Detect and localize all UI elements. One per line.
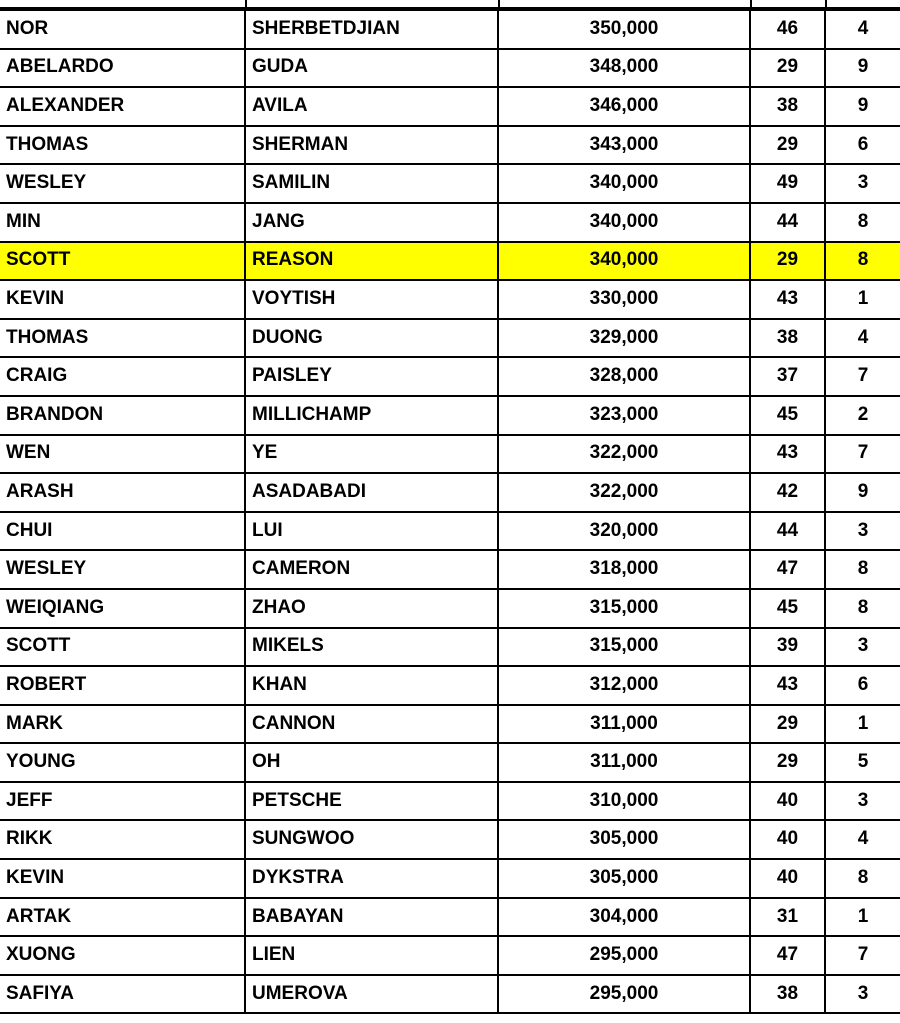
cell-value-2[interactable]: 3: [825, 975, 900, 1014]
cell-value-1[interactable]: 29: [750, 743, 825, 782]
cell-first-name[interactable]: KEVIN: [0, 280, 245, 319]
cell-last-name[interactable]: ZHAO: [245, 589, 498, 628]
cell-value-2[interactable]: 8: [825, 859, 900, 898]
cell-value-1[interactable]: 43: [750, 435, 825, 474]
cell-value-2[interactable]: 8: [825, 550, 900, 589]
cell-value-1[interactable]: 38: [750, 319, 825, 358]
cell-amount[interactable]: 340,000: [498, 164, 750, 203]
cell-value-1[interactable]: 49: [750, 164, 825, 203]
cell-amount[interactable]: 340,000: [498, 242, 750, 281]
cell-amount[interactable]: 312,000: [498, 666, 750, 705]
cell-last-name[interactable]: CAMERON: [245, 550, 498, 589]
cell-first-name[interactable]: MIN: [0, 203, 245, 242]
cell-amount[interactable]: 350,000: [498, 10, 750, 49]
cell-value-2[interactable]: 4: [825, 10, 900, 49]
cell-first-name[interactable]: YOUNG: [0, 743, 245, 782]
cell-last-name[interactable]: ASADABADI: [245, 473, 498, 512]
cell-amount[interactable]: 295,000: [498, 975, 750, 1014]
table-row[interactable]: [0, 164, 900, 203]
cell-value-1[interactable]: 46: [750, 10, 825, 49]
cell-last-name[interactable]: BABAYAN: [245, 898, 498, 937]
cell-amount[interactable]: 322,000: [498, 435, 750, 474]
cell-value-1[interactable]: 29: [750, 242, 825, 281]
cell-amount[interactable]: 320,000: [498, 512, 750, 551]
cell-first-name[interactable]: THOMAS: [0, 319, 245, 358]
cell-first-name[interactable]: SCOTT: [0, 628, 245, 667]
cell-last-name[interactable]: MIKELS: [245, 628, 498, 667]
table-row[interactable]: [0, 280, 900, 319]
cell-last-name[interactable]: SHERMAN: [245, 126, 498, 165]
table-row[interactable]: [0, 782, 900, 821]
table-row[interactable]: [0, 126, 900, 165]
column-divider-2: [498, 0, 500, 7]
table-row[interactable]: [0, 319, 900, 358]
table-row[interactable]: [0, 666, 900, 705]
cell-value-2[interactable]: 2: [825, 396, 900, 435]
cell-value-2[interactable]: 6: [825, 666, 900, 705]
cell-value-1[interactable]: 40: [750, 820, 825, 859]
cell-value-1[interactable]: 29: [750, 49, 825, 88]
cell-value-1[interactable]: 29: [750, 126, 825, 165]
cell-value-2[interactable]: 8: [825, 589, 900, 628]
cell-value-1[interactable]: 37: [750, 357, 825, 396]
cell-value-2[interactable]: 5: [825, 743, 900, 782]
cell-value-2[interactable]: 4: [825, 319, 900, 358]
cell-value-1[interactable]: 47: [750, 936, 825, 975]
cell-last-name[interactable]: KHAN: [245, 666, 498, 705]
table-row[interactable]: [0, 589, 900, 628]
cell-amount[interactable]: 343,000: [498, 126, 750, 165]
cell-amount[interactable]: 318,000: [498, 550, 750, 589]
cell-amount[interactable]: 305,000: [498, 820, 750, 859]
cell-last-name[interactable]: YE: [245, 435, 498, 474]
cell-amount[interactable]: 348,000: [498, 49, 750, 88]
table-row[interactable]: [0, 473, 900, 512]
cell-first-name[interactable]: XUONG: [0, 936, 245, 975]
cell-value-1[interactable]: 40: [750, 859, 825, 898]
cell-amount[interactable]: 304,000: [498, 898, 750, 937]
cell-value-1[interactable]: 44: [750, 512, 825, 551]
cell-value-1[interactable]: 43: [750, 280, 825, 319]
table-body: [0, 10, 900, 1013]
cell-value-1[interactable]: 38: [750, 87, 825, 126]
cell-first-name[interactable]: RIKK: [0, 820, 245, 859]
cell-value-2[interactable]: 9: [825, 473, 900, 512]
column-divider-3: [750, 0, 752, 7]
cell-last-name[interactable]: UMEROVA: [245, 975, 498, 1014]
cell-first-name[interactable]: THOMAS: [0, 126, 245, 165]
cell-value-2[interactable]: 7: [825, 936, 900, 975]
table-row[interactable]: [0, 628, 900, 667]
column-divider-1: [245, 0, 247, 7]
table-row[interactable]: [0, 10, 900, 49]
cell-value-2[interactable]: 3: [825, 628, 900, 667]
cell-value-2[interactable]: 1: [825, 898, 900, 937]
cell-value-1[interactable]: 47: [750, 550, 825, 589]
cell-last-name[interactable]: DUONG: [245, 319, 498, 358]
cell-last-name[interactable]: CANNON: [245, 705, 498, 744]
cell-first-name[interactable]: ARASH: [0, 473, 245, 512]
cell-amount[interactable]: 311,000: [498, 743, 750, 782]
cell-last-name[interactable]: SHERBETDJIAN: [245, 10, 498, 49]
cell-last-name[interactable]: GUDA: [245, 49, 498, 88]
cell-value-1[interactable]: 31: [750, 898, 825, 937]
cell-first-name[interactable]: KEVIN: [0, 859, 245, 898]
table-row[interactable]: [0, 975, 900, 1014]
cell-first-name[interactable]: WESLEY: [0, 164, 245, 203]
cell-last-name[interactable]: REASON: [245, 242, 498, 281]
cell-amount[interactable]: 323,000: [498, 396, 750, 435]
table-row[interactable]: [0, 820, 900, 859]
cell-first-name[interactable]: BRANDON: [0, 396, 245, 435]
clipped-row-top: [0, 0, 900, 9]
cell-first-name[interactable]: ABELARDO: [0, 49, 245, 88]
cell-first-name[interactable]: WEN: [0, 435, 245, 474]
cell-value-2[interactable]: 8: [825, 203, 900, 242]
cell-amount[interactable]: 329,000: [498, 319, 750, 358]
cell-value-2[interactable]: 1: [825, 705, 900, 744]
cell-value-2[interactable]: 4: [825, 820, 900, 859]
cell-amount[interactable]: 315,000: [498, 589, 750, 628]
cell-value-1[interactable]: 38: [750, 975, 825, 1014]
cell-last-name[interactable]: SUNGWOO: [245, 820, 498, 859]
table-row[interactable]: [0, 859, 900, 898]
cell-amount[interactable]: 311,000: [498, 705, 750, 744]
cell-last-name[interactable]: LUI: [245, 512, 498, 551]
cell-amount[interactable]: 346,000: [498, 87, 750, 126]
table-row[interactable]: [0, 705, 900, 744]
table-row[interactable]: [0, 87, 900, 126]
cell-first-name[interactable]: WEIQIANG: [0, 589, 245, 628]
cell-first-name[interactable]: ARTAK: [0, 898, 245, 937]
cell-last-name[interactable]: PAISLEY: [245, 357, 498, 396]
cell-last-name[interactable]: MILLICHAMP: [245, 396, 498, 435]
data-table: [0, 9, 900, 1014]
cell-last-name[interactable]: OH: [245, 743, 498, 782]
cell-amount[interactable]: 330,000: [498, 280, 750, 319]
cell-value-1[interactable]: 39: [750, 628, 825, 667]
cell-amount[interactable]: 322,000: [498, 473, 750, 512]
cell-first-name[interactable]: NOR: [0, 10, 245, 49]
cell-last-name[interactable]: PETSCHE: [245, 782, 498, 821]
table-row[interactable]: [0, 49, 900, 88]
table-row[interactable]: [0, 203, 900, 242]
cell-first-name[interactable]: ROBERT: [0, 666, 245, 705]
cell-last-name[interactable]: VOYTISH: [245, 280, 498, 319]
column-divider-4: [825, 0, 827, 7]
cell-value-2[interactable]: 1: [825, 280, 900, 319]
cell-value-2[interactable]: 8: [825, 242, 900, 281]
cell-first-name[interactable]: MARK: [0, 705, 245, 744]
cell-first-name[interactable]: JEFF: [0, 782, 245, 821]
cell-value-2[interactable]: 6: [825, 126, 900, 165]
cell-value-2[interactable]: 9: [825, 87, 900, 126]
cell-amount[interactable]: 315,000: [498, 628, 750, 667]
cell-amount[interactable]: 295,000: [498, 936, 750, 975]
table-row[interactable]: [0, 512, 900, 551]
cell-last-name[interactable]: AVILA: [245, 87, 498, 126]
cell-first-name[interactable]: ALEXANDER: [0, 87, 245, 126]
cell-amount[interactable]: 310,000: [498, 782, 750, 821]
cell-first-name[interactable]: WESLEY: [0, 550, 245, 589]
cell-last-name[interactable]: LIEN: [245, 936, 498, 975]
cell-first-name[interactable]: CHUI: [0, 512, 245, 551]
cell-first-name[interactable]: CRAIG: [0, 357, 245, 396]
cell-value-2[interactable]: 9: [825, 49, 900, 88]
cell-last-name[interactable]: JANG: [245, 203, 498, 242]
cell-amount[interactable]: 340,000: [498, 203, 750, 242]
cell-last-name[interactable]: SAMILIN: [245, 164, 498, 203]
cell-first-name[interactable]: SAFIYA: [0, 975, 245, 1014]
cell-value-1[interactable]: 42: [750, 473, 825, 512]
cell-value-1[interactable]: 44: [750, 203, 825, 242]
cell-value-2[interactable]: 3: [825, 512, 900, 551]
table-row[interactable]: [0, 936, 900, 975]
cell-value-1[interactable]: 43: [750, 666, 825, 705]
cell-amount[interactable]: 305,000: [498, 859, 750, 898]
table-row[interactable]: [0, 898, 900, 937]
cell-value-1[interactable]: 40: [750, 782, 825, 821]
table-row[interactable]: [0, 743, 900, 782]
cell-value-1[interactable]: 45: [750, 396, 825, 435]
table-row[interactable]: [0, 357, 900, 396]
table-row[interactable]: [0, 435, 900, 474]
table-row[interactable]: [0, 396, 900, 435]
cell-value-2[interactable]: 3: [825, 164, 900, 203]
table-row[interactable]: [0, 242, 900, 281]
cell-value-2[interactable]: 7: [825, 357, 900, 396]
cell-value-1[interactable]: 45: [750, 589, 825, 628]
cell-value-2[interactable]: 3: [825, 782, 900, 821]
cell-last-name[interactable]: DYKSTRA: [245, 859, 498, 898]
cell-value-2[interactable]: 7: [825, 435, 900, 474]
cell-amount[interactable]: 328,000: [498, 357, 750, 396]
cell-value-1[interactable]: 29: [750, 705, 825, 744]
cell-first-name[interactable]: SCOTT: [0, 242, 245, 281]
table-row[interactable]: [0, 550, 900, 589]
